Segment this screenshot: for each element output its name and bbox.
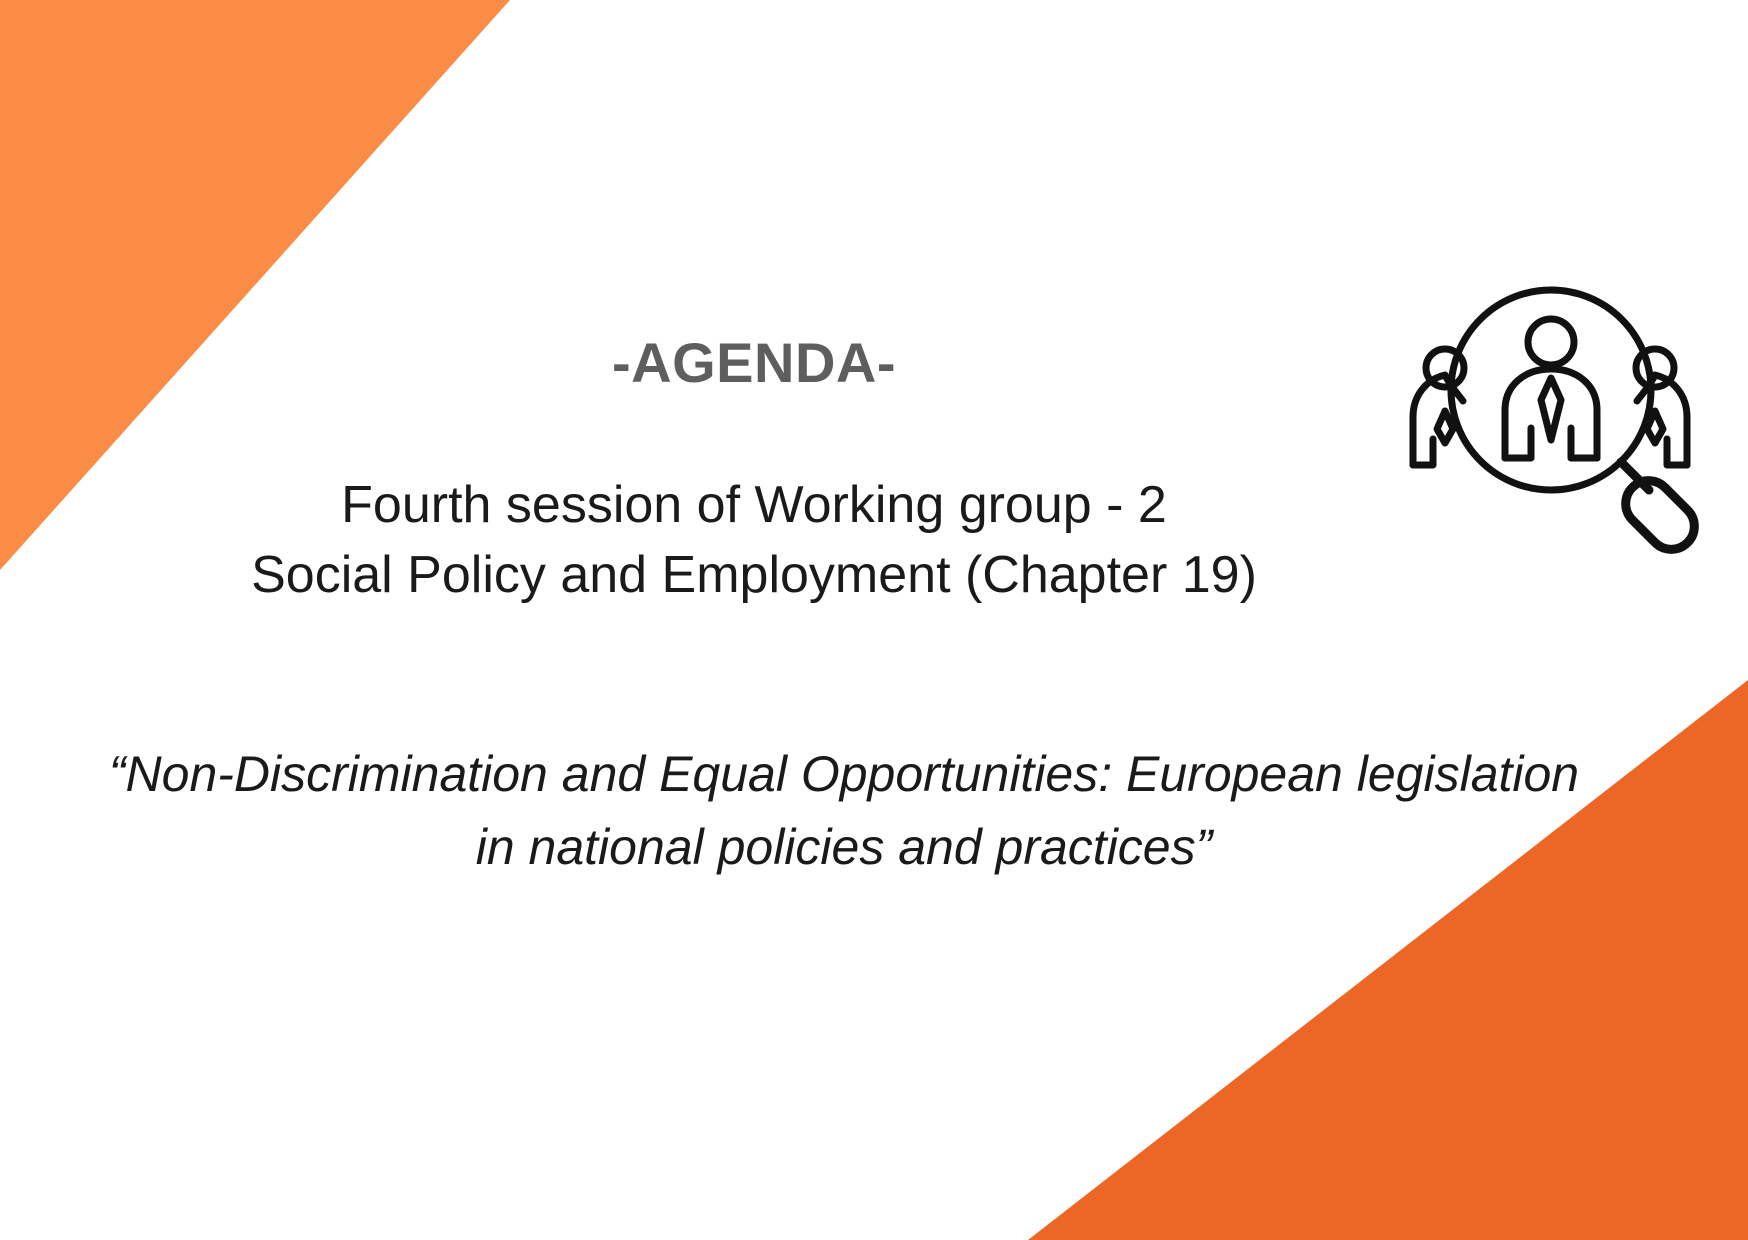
people-magnifier-icon: [1393, 280, 1713, 570]
session-line-primary: Fourth session of Working group - 2: [341, 476, 1167, 534]
page-title: -AGENDA-: [612, 331, 896, 394]
theme-line-secondary: in national policies and practices”: [475, 819, 1213, 875]
session-line-secondary: Social Policy and Employment (Chapter 19): [251, 546, 1257, 604]
theme-line-primary: “Non-Discrimination and Equal Opportunities: European legislation: [108, 746, 1580, 802]
